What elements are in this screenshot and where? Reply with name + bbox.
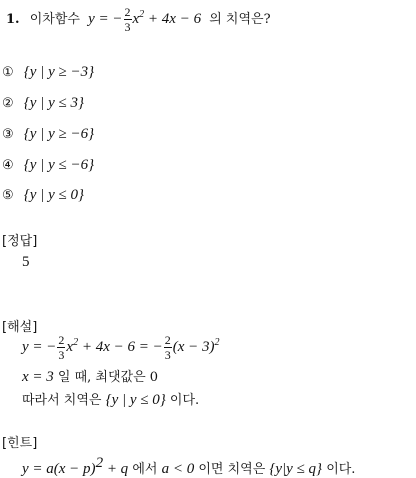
explanation-label: [해설] [2, 320, 38, 335]
choice-mark: ② [2, 96, 14, 111]
question [6, 6, 271, 33]
choice-1[interactable] [2, 64, 94, 81]
choice-text: {y | y ≤ 3} [23, 95, 84, 111]
choice-2[interactable] [2, 95, 84, 112]
choice-mark: ③ [2, 127, 14, 142]
choice-mark: ① [2, 65, 14, 80]
answer-label: [정답] [2, 234, 38, 249]
explanation-line-3: 따라서 치역은 {y | y ≤ 0} 이다. [22, 392, 200, 408]
answer-value: 5 [22, 254, 30, 270]
choice-3[interactable] [2, 126, 94, 143]
explanation-equation: y = − $\frac{2}{3}$ $x^2 + 4x - 6$ = − $\frac{2}{3}$ $(x - 3)^2$ [22, 333, 220, 362]
question-suffix: 의 치역은? [209, 11, 271, 27]
choice-mark: ④ [2, 158, 14, 173]
choice-text: {y | y ≥ −3} [23, 64, 95, 80]
question-expression: y = − $\frac{2}{3}$ $x^2 + 4x - 6$ [88, 5, 202, 34]
question-number: 1. [6, 11, 20, 27]
choice-4[interactable] [2, 157, 94, 174]
hint-text: $y = a(x - p)^2 + q$ 에서 a < 0 이면 치역은 {y|y ≤ q} 이다. [22, 455, 356, 477]
choice-text: {y | y ≥ −6} [23, 126, 95, 142]
choice-text: {y | y ≤ 0} [23, 187, 84, 203]
choice-5[interactable] [2, 187, 84, 204]
choice-mark: ⑤ [2, 188, 14, 203]
explanation-line-2: x = 3 일 때, 최댓값은 0 [22, 369, 159, 385]
choice-text: {y | y ≤ −6} [23, 157, 95, 173]
hint-label: [힌트] [2, 436, 38, 451]
question-prefix: 이차함수 [29, 11, 80, 27]
